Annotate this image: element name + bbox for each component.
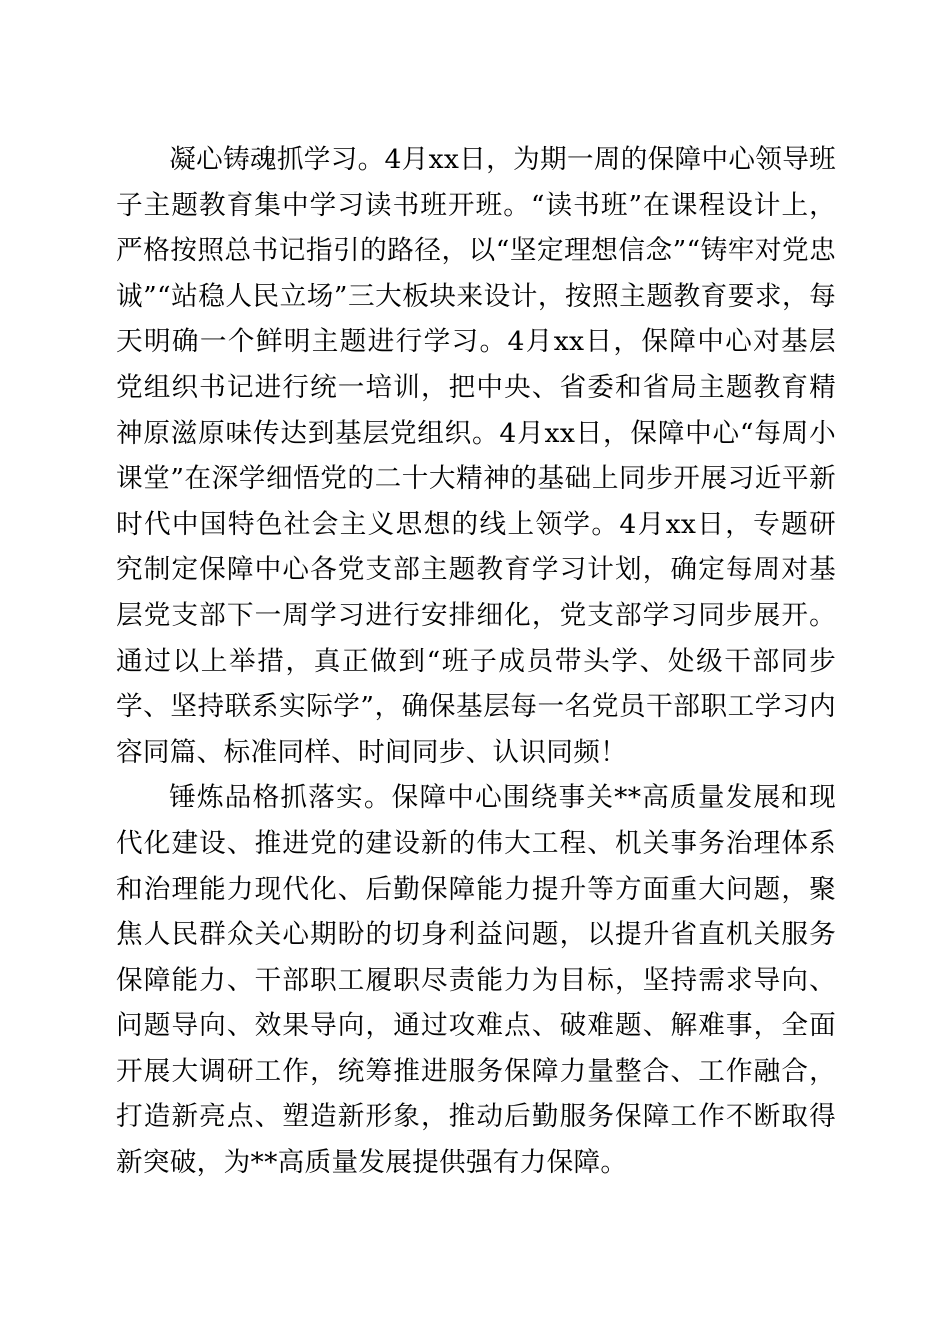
paragraph-study: 凝心铸魂抓学习。4月xx日，为期一周的保障中心领导班子主题教育集中学习读书班开班。“读书班”在课程设计上，严格按照总书记指引的路径，以“坚定理想信念”“铸牢对党忠诚”“站稳人民立场”三大板块来设计，按照主题教育要求，每天明确一个鲜明主题进行学习。4月xx日，保障中心对基层党组织书记进行统一培训，把中央、省委和省局主题教育精神原滋原味传达到基层党组织。4月xx日，保障中心“每周小课堂”在深学细悟党的二十大精神的基础上同步开展习近平新时代中国特色社会主义思想的线上领学。4月xx日，专题研究制定保障中心各党支部主题教育学习计划，确定每周对基层党支部下一周学习进行安排细化，党支部学习同步展开。通过以上举措，真正做到“班子成员带头学、处级干部同步学、坚持联系实际学”，确保基层每一名党员干部职工学习内容同篇、标准同样、时间同步、认识同频！	[116, 144, 836, 768]
document-body	[116, 137, 836, 1186]
paragraph-implementation: 锤炼品格抓落实。保障中心围绕事关**高质量发展和现代化建设、推进党的建设新的伟大工程、机关事务治理体系和治理能力现代化、后勤保障能力提升等方面重大问题，聚焦人民群众关心期盼的切身利益问题，以提升省直机关服务保障能力、干部职工履职尽责能力为目标，坚持需求导向、问题导向、效果导向，通过攻难点、破难题、解难事，全面开展大调研工作，统筹推进服务保障力量整合、工作融合，打造新亮点、塑造新形象，推动后勤服务保障工作不断取得新突破，为**高质量发展提供强有力保障。	[116, 782, 836, 1179]
